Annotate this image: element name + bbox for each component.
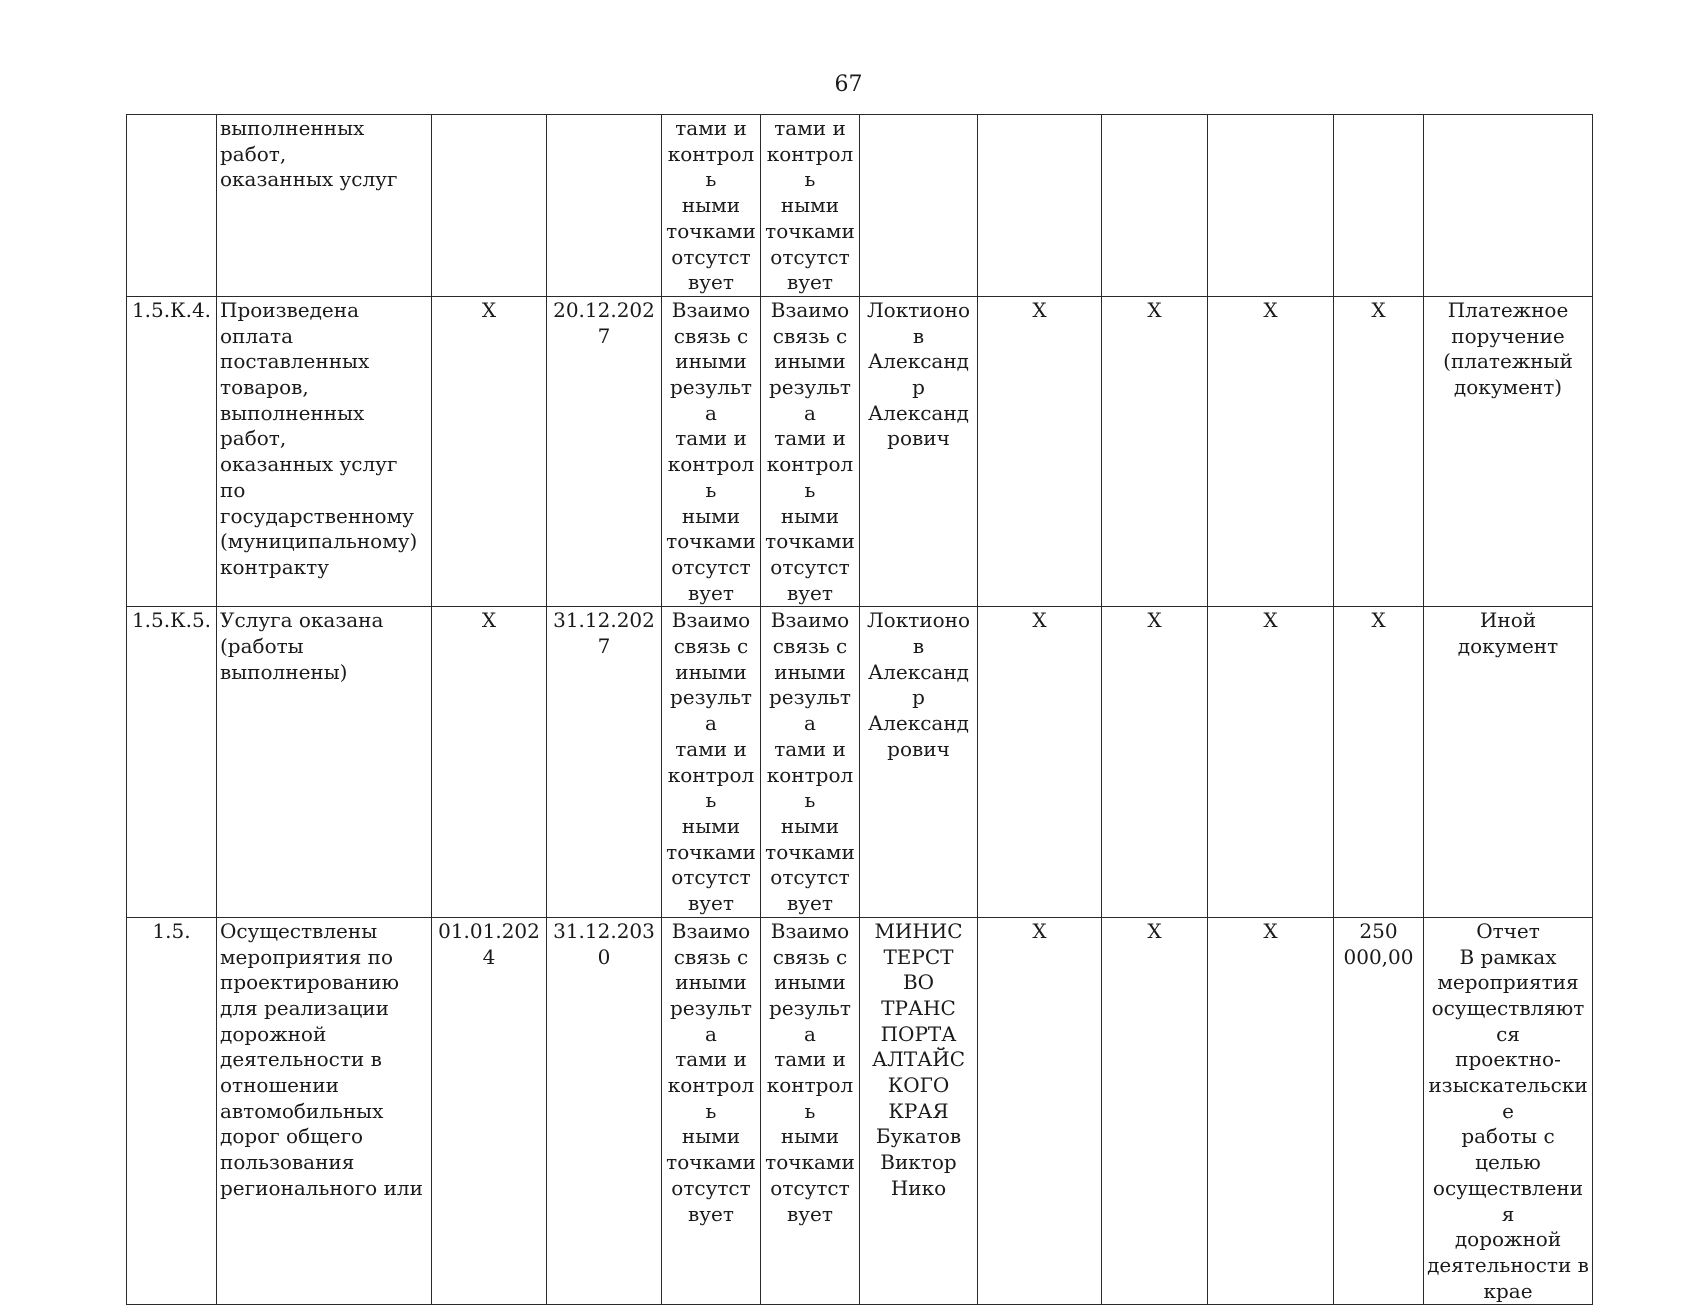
cell-link-2: Взаимо связь с иными результа тами и контроль ными точками отсутст вует xyxy=(761,296,860,606)
cell-name: Произведена оплата поставленных товаров, выполненных работ, оказанных услуг по государственному (муниципальному) контракту xyxy=(217,296,432,606)
cell-col-4 xyxy=(1334,115,1424,297)
cell-link-2: тами и контроль ными точками отсутст вует xyxy=(761,115,860,297)
cell-start-date xyxy=(432,115,547,297)
cell-document xyxy=(1424,115,1593,297)
table-row xyxy=(127,607,1593,917)
cell-start-date: X xyxy=(432,607,547,917)
cell-col-1: X xyxy=(978,607,1102,917)
cell-end-date: 20.12.2027 xyxy=(547,296,662,606)
page-number: 67 xyxy=(834,72,863,97)
cell-document: Иной документ xyxy=(1424,607,1593,917)
cell-col-1 xyxy=(978,115,1102,297)
cell-col-3: X xyxy=(1208,296,1334,606)
cell-link-2: Взаимо связь с иными результа тами и контроль ными точками отсутст вует xyxy=(761,607,860,917)
cell-col-3: X xyxy=(1208,607,1334,917)
cell-end-date: 31.12.2027 xyxy=(547,607,662,917)
cell-link-1: Взаимо связь с иными результа тами и контроль ными точками отсутст вует xyxy=(662,917,761,1305)
cell-name: Осуществлены мероприятия по проектированию для реализации дорожной деятельности в отношении автомобильных дорог общего пользования регионального или xyxy=(217,917,432,1305)
cell-col-3: X xyxy=(1208,917,1334,1305)
cell-col-1: X xyxy=(978,296,1102,606)
cell-document: Отчет В рамках мероприятия осуществляются проектно- изыскательские работы с целью осуществления дорожной деятельности в крае xyxy=(1424,917,1593,1305)
cell-responsible: МИНИС ТЕРСТ ВО ТРАНС ПОРТА АЛТАЙС КОГО КРАЯ Букатов Виктор Нико xyxy=(860,917,978,1305)
cell-name: Услуга оказана (работы выполнены) xyxy=(217,607,432,917)
cell-link-1: тами и контроль ными точками отсутст вует xyxy=(662,115,761,297)
table-row xyxy=(127,296,1593,606)
cell-start-date: X xyxy=(432,296,547,606)
cell-number: 1.5.К.5. xyxy=(127,607,217,917)
cell-end-date xyxy=(547,115,662,297)
cell-col-2: X xyxy=(1102,296,1208,606)
cell-document: Платежное поручение (платежный документ) xyxy=(1424,296,1593,606)
cell-number: 1.5. xyxy=(127,917,217,1305)
cell-col-2: X xyxy=(1102,917,1208,1305)
cell-end-date: 31.12.2030 xyxy=(547,917,662,1305)
cell-link-1: Взаимо связь с иными результа тами и контроль ными точками отсутст вует xyxy=(662,607,761,917)
control-points-table xyxy=(126,114,1593,1305)
cell-link-2: Взаимо связь с иными результа тами и контроль ными точками отсутст вует xyxy=(761,917,860,1305)
cell-responsible: Локтионов Александр Александ рович xyxy=(860,296,978,606)
cell-col-3 xyxy=(1208,115,1334,297)
cell-responsible: Локтионов Александр Александ рович xyxy=(860,607,978,917)
cell-col-2: X xyxy=(1102,607,1208,917)
cell-number: 1.5.К.4. xyxy=(127,296,217,606)
cell-start-date: 01.01.2024 xyxy=(432,917,547,1305)
cell-col-4: X xyxy=(1334,296,1424,606)
table-row xyxy=(127,917,1593,1305)
cell-col-4: X xyxy=(1334,607,1424,917)
cell-col-2 xyxy=(1102,115,1208,297)
cell-number xyxy=(127,115,217,297)
cell-responsible xyxy=(860,115,978,297)
cell-col-1: X xyxy=(978,917,1102,1305)
cell-name: выполненных работ, оказанных услуг xyxy=(217,115,432,297)
table-row xyxy=(127,115,1593,297)
cell-link-1: Взаимо связь с иными результа тами и контроль ными точками отсутст вует xyxy=(662,296,761,606)
cell-col-4: 250 000,00 xyxy=(1334,917,1424,1305)
